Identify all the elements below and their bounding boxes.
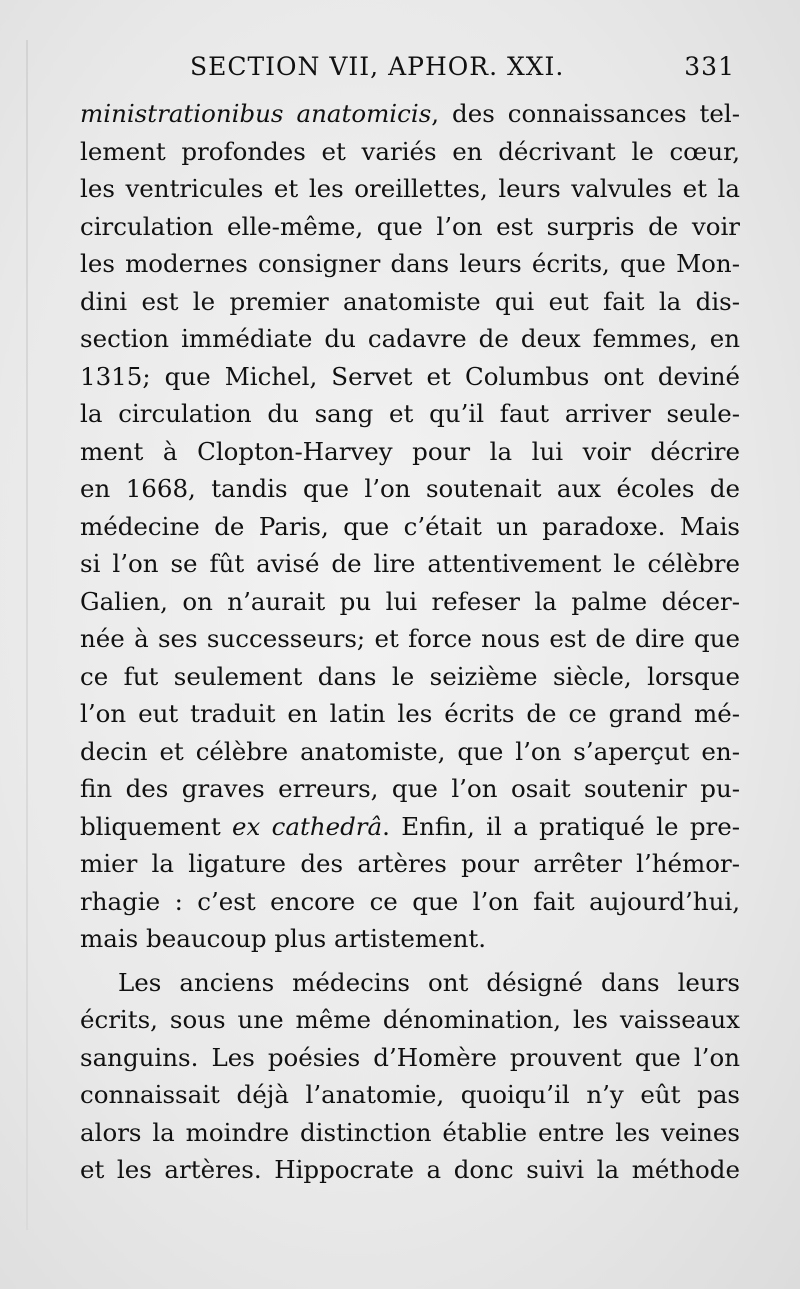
text-line: la circulation du sang et qu’il faut arriver seule-	[80, 399, 740, 428]
text-line: mier la ligature des artères pour arrêter l’hémor-	[80, 849, 740, 878]
text-line: connaissait déjà l’anatomie, quoiqu’il n’y eût pas	[80, 1080, 740, 1109]
text-line: si l’on se fût avisé de lire attentivement le célèbre	[80, 549, 740, 578]
running-title: SECTION VII, APHOR. XXI.	[190, 52, 565, 81]
text-line: fin des graves erreurs, que l’on osait soutenir pu-	[80, 774, 740, 803]
italic-phrase: ministrationibus anatomicis	[80, 99, 432, 128]
text-line: bliquement ex cathedrâ. Enfin, il a pratiqué le pre-	[80, 811, 740, 841]
text-line: ce fut seulement dans le seizième siècle, lorsque	[80, 661, 740, 691]
text-line: decin et célèbre anatomiste, que l’on s’aperçut en-	[80, 736, 740, 766]
text-line: 1315; que Michel, Servet et Columbus ont deviné	[80, 361, 740, 391]
text-line: sanguins. Les poésies d’Homère prouvent que l’on	[80, 1042, 740, 1072]
paragraph-end-line: mais beaucoup plus artistement.	[80, 924, 487, 953]
text-line: écrits, sous une même dénomination, les vaisseaux	[80, 1005, 740, 1034]
text-line: lement profondes et variés en décrivant le cœur,	[80, 136, 740, 166]
text-line: médecine de Paris, que c’était un paradoxe. Mais	[80, 511, 740, 541]
page-edge-shadow	[26, 40, 28, 1230]
text-line: née à ses successeurs; et force nous est de dire que	[80, 624, 740, 653]
text-line: les ventricules et les oreillettes, leurs valvules et la	[80, 174, 740, 203]
body-text	[80, 95, 740, 1189]
text-line: alors la moindre distinction établie entre les veines	[80, 1117, 740, 1147]
text-line: circulation elle-même, que l’on est surpris de voir	[80, 211, 740, 241]
text-line: dini est le premier anatomiste qui eut fait la dis-	[80, 286, 740, 316]
text-line: section immédiate du cadavre de deux femmes, en	[80, 324, 740, 353]
text-line: Galien, on n’aurait pu lui refeser la palme décer-	[80, 586, 740, 616]
text-line: en 1668, tandis que l’on soutenait aux écoles de	[80, 474, 740, 503]
text-line: l’on eut traduit en latin les écrits de ce grand mé-	[80, 699, 740, 728]
text-line: rhagie : c’est encore ce que l’on fait aujourd’hui,	[80, 886, 740, 916]
text-line: ment à Clopton-Harvey pour la lui voir décrire	[80, 436, 740, 466]
running-header	[190, 52, 735, 92]
page-number: 331	[684, 52, 735, 81]
text-line: et les artères. Hippocrate a donc suivi la méthode	[80, 1155, 740, 1184]
text-line: ministrationibus anatomicis, des connaissances tel-	[80, 99, 740, 128]
text-line: les modernes consigner dans leurs écrits, que Mon-	[80, 249, 740, 278]
italic-phrase: ex cathedrâ	[232, 811, 383, 841]
paragraph-start-line: Les anciens médecins ont désigné dans leurs	[118, 967, 740, 997]
